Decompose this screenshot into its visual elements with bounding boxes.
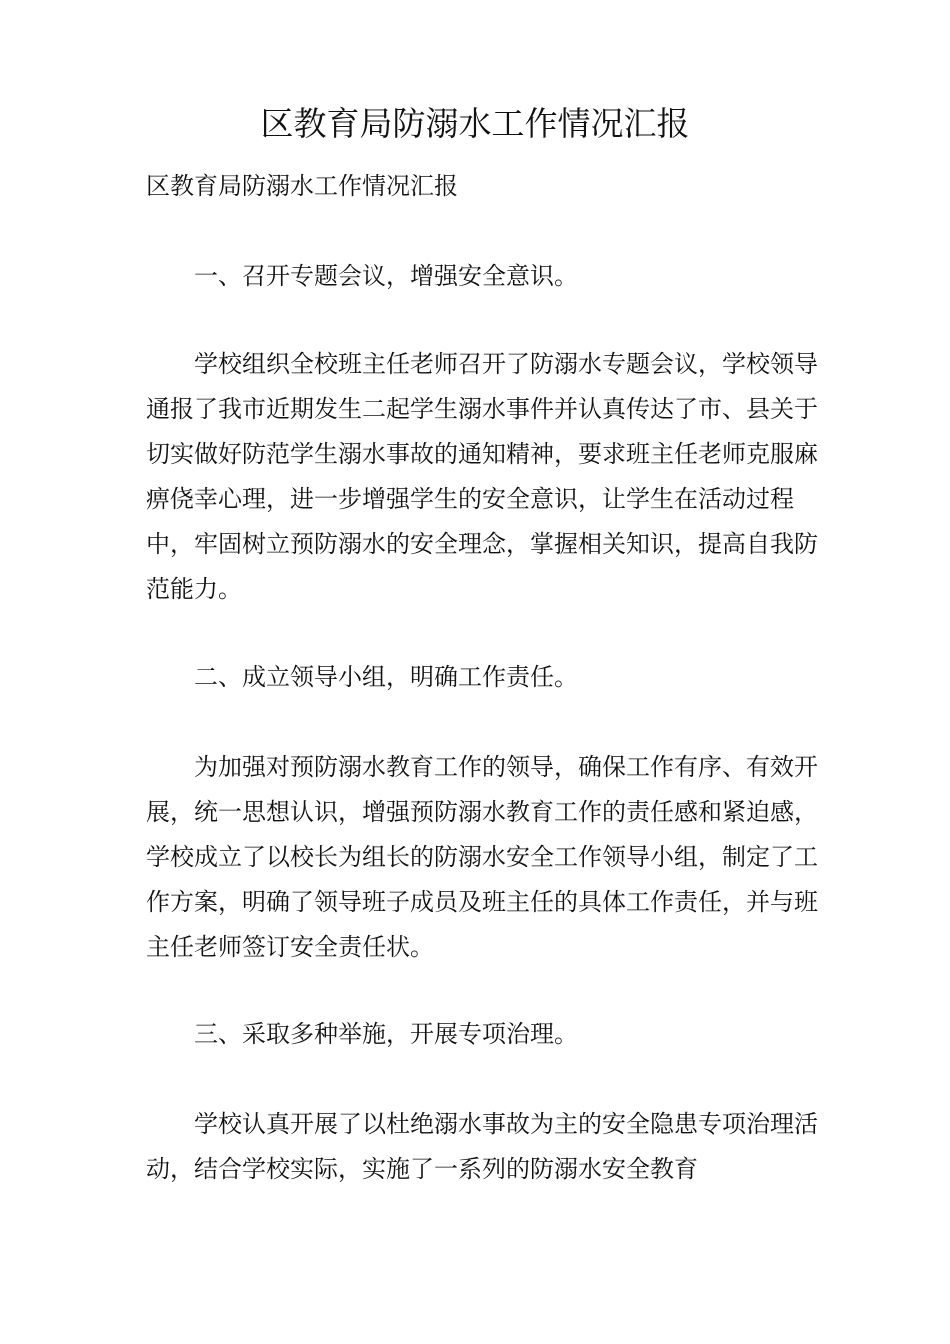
section-paragraph-1: 学校组织全校班主任老师召开了防溺水专题会议，学校领导通报了我市近期发生二起学生溺水事件并认真传达了市、县关于切实做好防范学生溺水事故的通知精神，要求班主任老师克服麻痹侥幸心理，进一步增强学生的安全意识，让学生在活动过程中，牢固树立预防溺水的安全理念，掌握相关知识，提高自我防范能力。 <box>146 350 818 603</box>
section-heading-2: 二、成立领导小组，明确工作责任。 <box>194 663 578 691</box>
document-subtitle: 区教育局防溺水工作情况汇报 <box>146 172 458 200</box>
document-title: 区教育局防溺水工作情况汇报 <box>260 104 690 143</box>
section-paragraph-3: 学校认真开展了以杜绝溺水事故为主的安全隐患专项治理活动，结合学校实际，实施了一系列的防溺水安全教育 <box>146 1110 818 1183</box>
section-heading-1: 一、召开专题会议，增强安全意识。 <box>194 262 578 290</box>
section-heading-3: 三、采取多种举施，开展专项治理。 <box>194 1020 578 1048</box>
section-paragraph-2: 为加强对预防溺水教育工作的领导，确保工作有序、有效开展，统一思想认识，增强预防溺水教育工作的责任感和紧迫感，学校成立了以校长为组长的防溺水安全工作领导小组，制定了工作方案，明确了领导班子成员及班主任的具体工作责任，并与班主任老师签订安全责任状。 <box>146 753 818 961</box>
